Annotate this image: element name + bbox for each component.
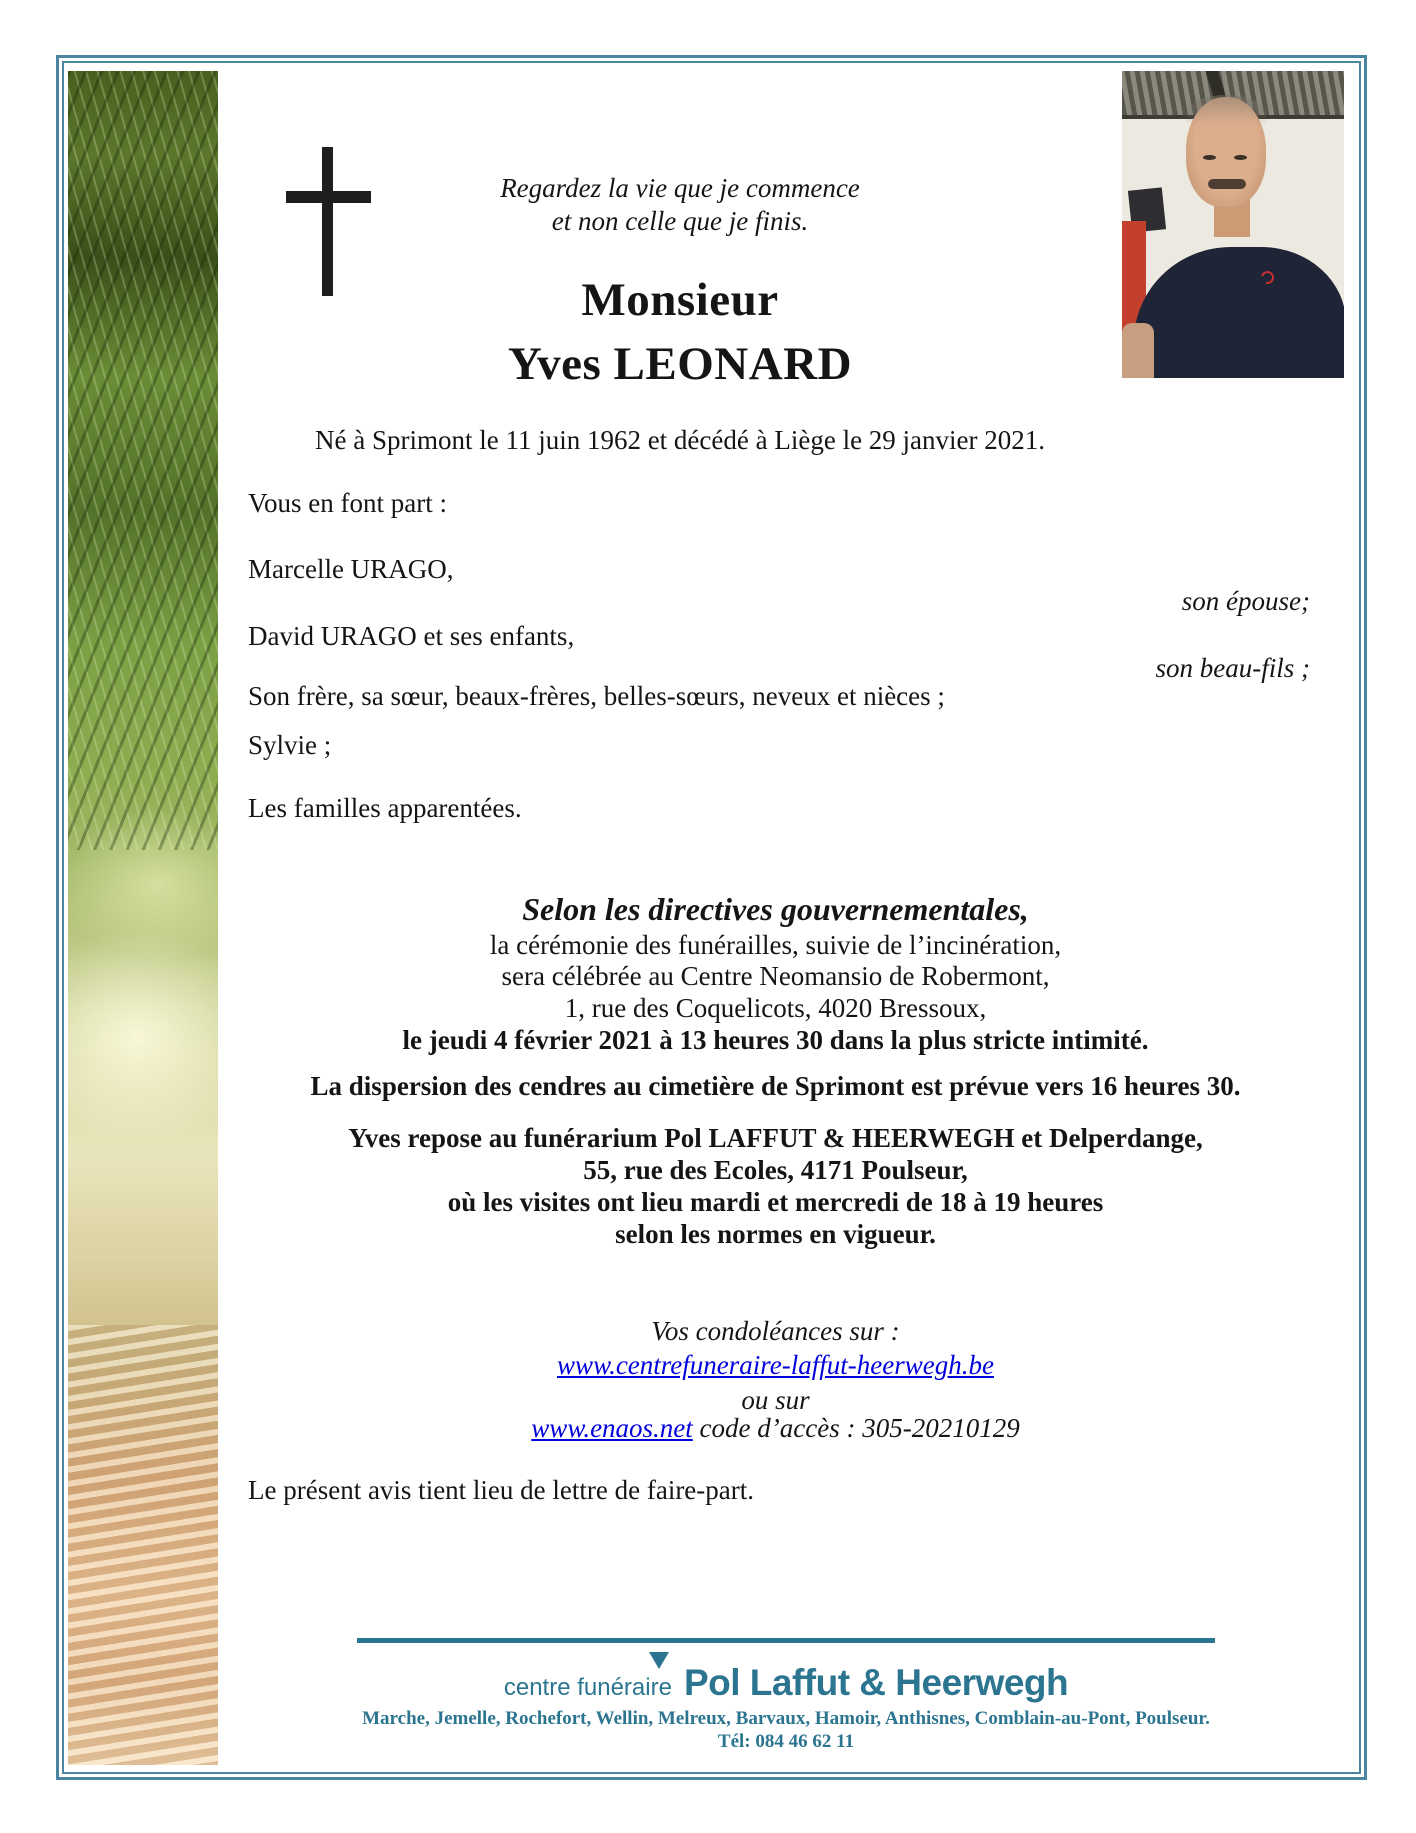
deceased-title: Monsieur: [581, 274, 779, 326]
family-member-name: Les familles apparentées.: [248, 793, 522, 823]
footer-divider-rule: [357, 1638, 1215, 1643]
condolence-link-enaos[interactable]: www.enaos.net: [531, 1413, 693, 1443]
notice-line: Le présent avis tient lieu de lettre de faire-part.: [248, 1475, 755, 1505]
repose-line-1: Yves repose au funérarium Pol LAFFUT & HEERWEGH et Delperdange,: [348, 1123, 1203, 1153]
footer-cities: Marche, Jemelle, Rochefort, Wellin, Melreux, Barvaux, Hamoir, Anthisnes, Comblain-au-Pont, Poulseur.: [362, 1708, 1210, 1729]
family-intro: Vous en font part :: [248, 488, 447, 518]
repose-line-3: où les visites ont lieu mardi et mercredi de 18 à 19 heures: [447, 1187, 1104, 1217]
family-member-relation: son épouse;: [1181, 586, 1310, 616]
family-member-relation: son beau-fils ;: [1155, 653, 1310, 683]
family-member-name: David URAGO et ses enfants,: [248, 621, 575, 651]
photo-shirt-badge: [1252, 267, 1276, 291]
family-member-name: Sylvie ;: [248, 730, 332, 760]
photo-torso: [1134, 247, 1344, 378]
photo-mustache: [1208, 179, 1246, 189]
ceremony-line-1: la cérémonie des funérailles, suivie de l’incinération,: [489, 930, 1062, 960]
footer-phone: Tél: 084 46 62 11: [717, 1731, 855, 1752]
access-code-text: code d’accès : 305-20210129: [692, 1413, 1020, 1443]
condolences-or-text: ou sur: [741, 1385, 810, 1415]
deceased-name: Yves LEONARD: [507, 338, 853, 390]
condolence-link-primary[interactable]: www.centrefuneraire-laffut-heerwegh.be: [557, 1350, 994, 1380]
ceremony-line-3: 1, rue des Coquelicots, 4020 Bressoux,: [564, 993, 987, 1023]
ceremony-line-2: sera célébrée au Centre Neomansio de Robermont,: [501, 961, 1050, 991]
photo-eye-left: [1203, 155, 1216, 160]
epitaph-line-1: Regardez la vie que je commence: [500, 173, 860, 203]
logo-text-large: Pol Laffut & Heerwegh: [683, 1662, 1069, 1703]
ashes-dispersion-line: La dispersion des cendres au cimetière de Sprimont est prévue vers 16 heures 30.: [310, 1071, 1241, 1101]
photo-head: [1186, 97, 1266, 207]
ceremony-date-line: le jeudi 4 février 2021 à 13 heures 30 dans la plus stricte intimité.: [402, 1025, 1149, 1055]
condolences-intro: Vos condoléances sur :: [651, 1316, 900, 1346]
ceremony-heading: Selon les directives gouvernementales,: [522, 891, 1029, 927]
photo-eye-right: [1234, 155, 1247, 160]
logo-text-small: centre funéraire: [503, 1674, 672, 1701]
funeral-home-logo: [357, 1662, 1215, 1704]
family-member-name: Marcelle URAGO,: [248, 554, 454, 584]
repose-line-2: 55, rue des Ecoles, 4171 Poulseur,: [583, 1155, 968, 1185]
nature-sidebar-image: [68, 71, 218, 1765]
life-dates: Né à Sprimont le 11 juin 1962 et décédé à Liège le 29 janvier 2021.: [314, 425, 1046, 455]
portrait-photo: [1122, 71, 1344, 378]
repose-line-4: selon les normes en vigueur.: [615, 1219, 936, 1249]
epitaph-line-2: et non celle que je finis.: [551, 206, 809, 236]
family-member-name: Son frère, sa sœur, beaux-frères, belles-sœurs, neveux et nièces ;: [248, 681, 945, 711]
